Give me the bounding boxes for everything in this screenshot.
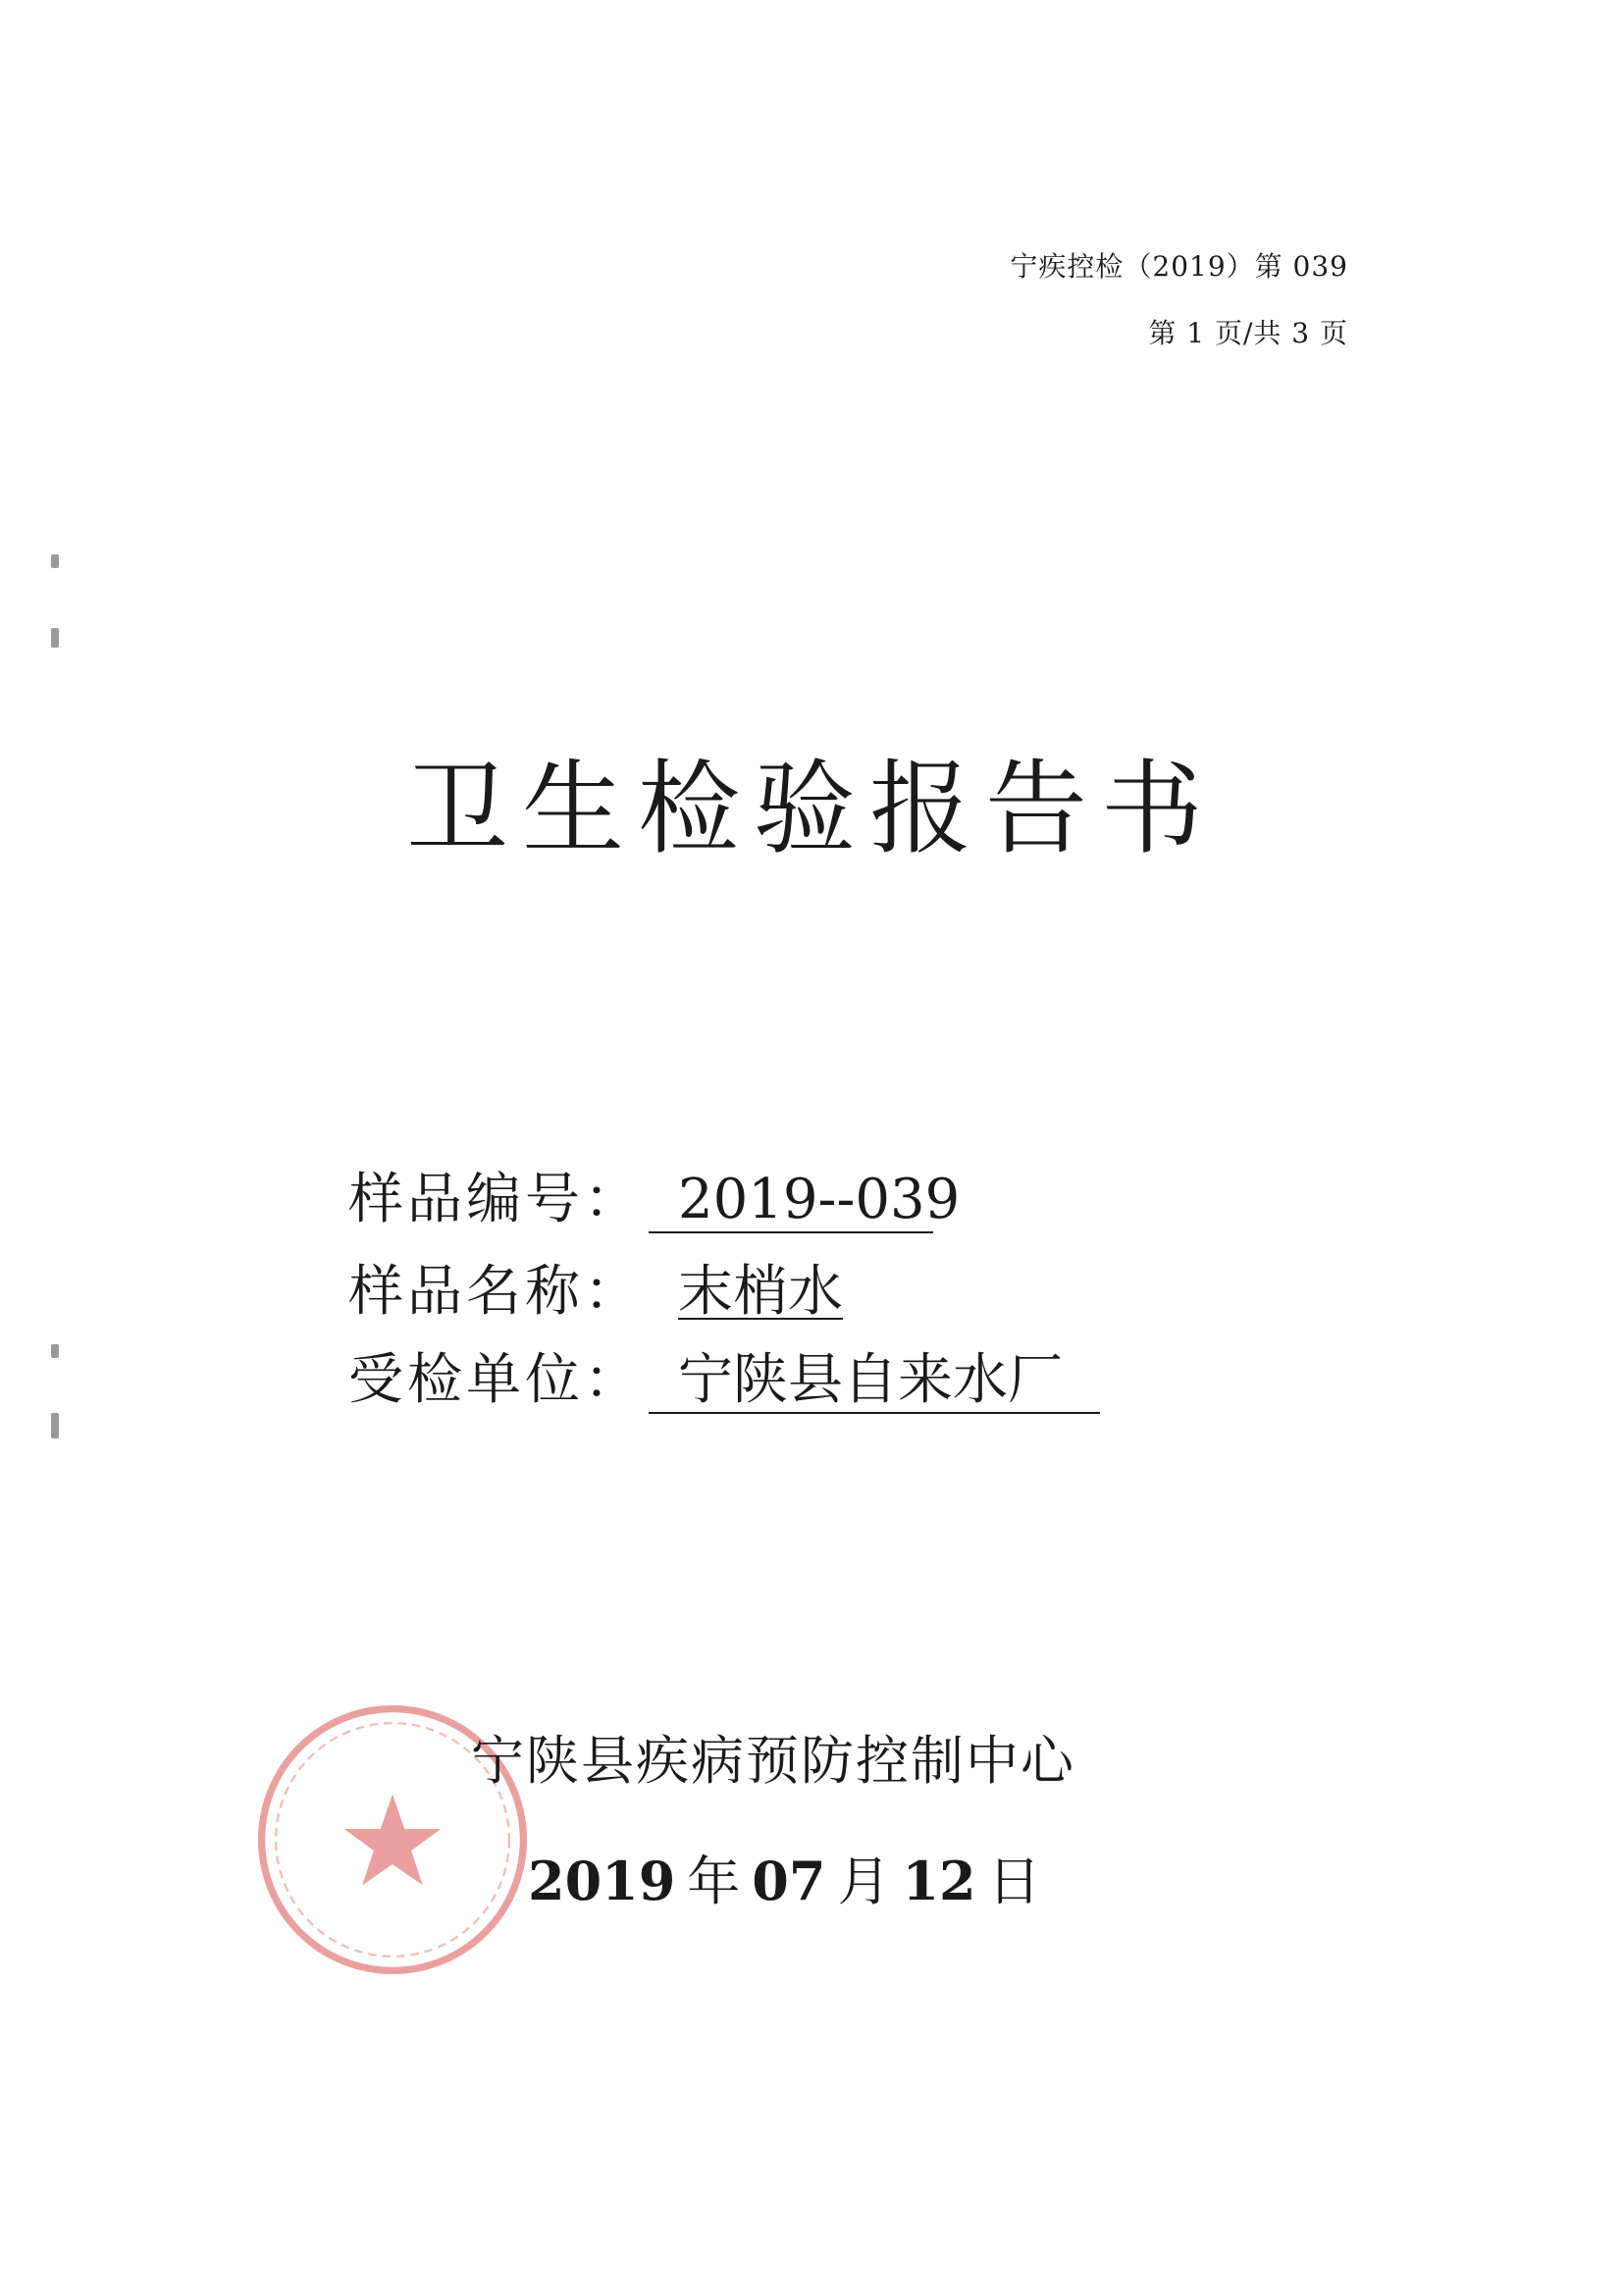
sample-number-value: 2019--039 — [649, 1172, 933, 1233]
issue-date-day-unit: 日 — [987, 1851, 1041, 1912]
scan-mark — [51, 1344, 59, 1358]
scan-mark — [51, 628, 59, 648]
page-indicator: 第 1 页/共 3 页 — [1148, 317, 1348, 349]
inspected-unit-value: 宁陕县自来水厂 — [649, 1352, 1100, 1414]
page-title: 卫生检验报告书 — [405, 748, 1217, 868]
document-number: 宁疾控检（2019）第 039 — [1010, 250, 1348, 283]
scan-mark — [51, 554, 59, 568]
issue-date-month: 07 — [752, 1850, 826, 1912]
issue-date-year: 2019 — [528, 1850, 676, 1912]
sample-number-label: 样品编号： — [348, 1168, 643, 1231]
sample-name-value: 末梢水 — [678, 1260, 843, 1324]
sample-name-field — [348, 1248, 843, 1327]
sample-number-field — [348, 1156, 961, 1234]
scan-mark — [51, 1413, 59, 1438]
issuing-organization: 宁陕县疾病预防控制中心 — [471, 1730, 1075, 1792]
issue-date-day: 12 — [902, 1850, 976, 1912]
issue-date — [528, 1840, 1053, 1915]
sample-name-label: 样品名称： — [348, 1260, 643, 1324]
issue-date-month-unit: 月 — [837, 1851, 891, 1912]
inspected-unit-label: 受检单位： — [348, 1348, 643, 1412]
issue-date-year-unit: 年 — [687, 1851, 741, 1912]
inspected-unit-field — [348, 1336, 1100, 1415]
